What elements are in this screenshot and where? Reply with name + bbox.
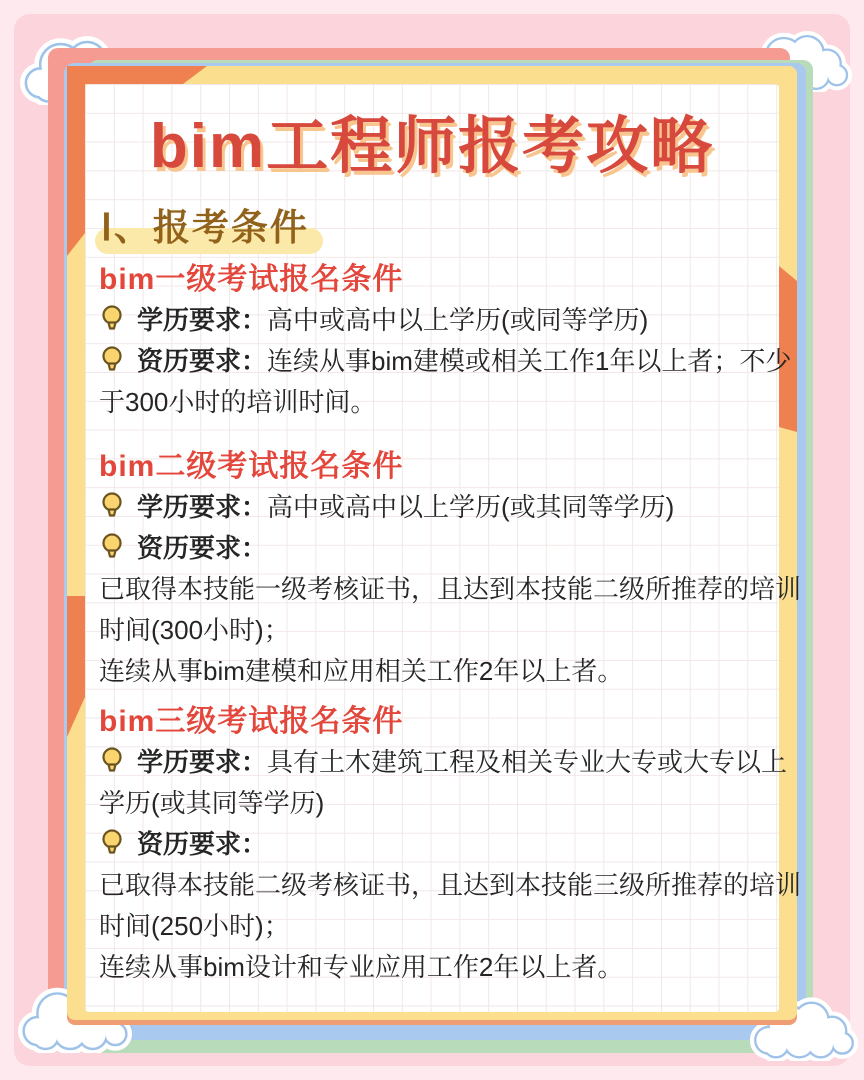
section-heading (101, 204, 309, 252)
section-bim-level2 (99, 447, 802, 692)
requirement-line (99, 865, 802, 906)
requirement-line (99, 487, 765, 528)
lightbulb-icon (99, 491, 125, 521)
requirement-text: 高中或高中以上学历(或其同等学历) (267, 492, 675, 522)
requirement-label: 资历要求： (137, 346, 268, 376)
lightbulb-icon (99, 828, 125, 858)
requirement-text: 学历(或其同等学历) (99, 788, 325, 818)
requirement-text: 于300小时的培训时间。 (99, 387, 377, 417)
requirement-text: 连续从事bim建模或相关工作1年以上者；不少 (267, 346, 792, 376)
requirement-text: 已取得本技能二级考核证书，且达到本技能三级所推荐的培训 (99, 870, 802, 900)
section-title: bim一级考试报名条件 (99, 263, 404, 296)
section-heading-text: Ⅰ、报考条件 (101, 207, 309, 248)
requirement-line (99, 610, 765, 651)
requirement-text: 时间(250小时)； (99, 911, 290, 941)
requirement-label: 学历要求： (137, 305, 268, 335)
requirement-line (99, 569, 802, 610)
requirement-text: 时间(300小时)； (99, 615, 290, 645)
requirement-text: 已取得本技能一级考核证书，且达到本技能二级所推荐的培训 (99, 574, 802, 604)
lightbulb-icon (99, 345, 125, 375)
requirement-line (99, 341, 792, 382)
section-bim-level1 (99, 260, 792, 423)
lightbulb-icon (99, 746, 125, 776)
requirement-label: 资历要求： (137, 533, 268, 563)
requirement-line (99, 651, 765, 692)
requirement-label: 资历要求： (137, 829, 268, 859)
requirement-line (99, 382, 765, 423)
section-bim-level3 (99, 702, 802, 988)
requirement-line (99, 906, 765, 947)
requirement-line (99, 947, 765, 988)
lightbulb-icon (99, 532, 125, 562)
requirement-line (99, 824, 765, 865)
requirement-text: 连续从事bim建模和应用相关工作2年以上者。 (99, 656, 624, 686)
page-title: bim工程师报考攻略 (149, 112, 715, 181)
requirement-line (99, 528, 765, 569)
requirement-label: 学历要求： (137, 492, 268, 522)
section-title: bim二级考试报名条件 (99, 450, 404, 483)
requirement-text: 具有土木建筑工程及相关专业大专或大专以上 (267, 747, 788, 777)
requirement-line (99, 783, 765, 824)
requirement-line (99, 742, 788, 783)
requirement-text: 连续从事bim设计和专业应用工作2年以上者。 (99, 952, 624, 982)
requirement-label: 学历要求： (137, 747, 268, 777)
section-title: bim三级考试报名条件 (99, 705, 404, 738)
card-content (85, 84, 802, 1012)
requirement-text: 高中或高中以上学历(或同等学历) (267, 305, 649, 335)
lightbulb-icon (99, 304, 125, 334)
requirement-line (99, 300, 765, 341)
